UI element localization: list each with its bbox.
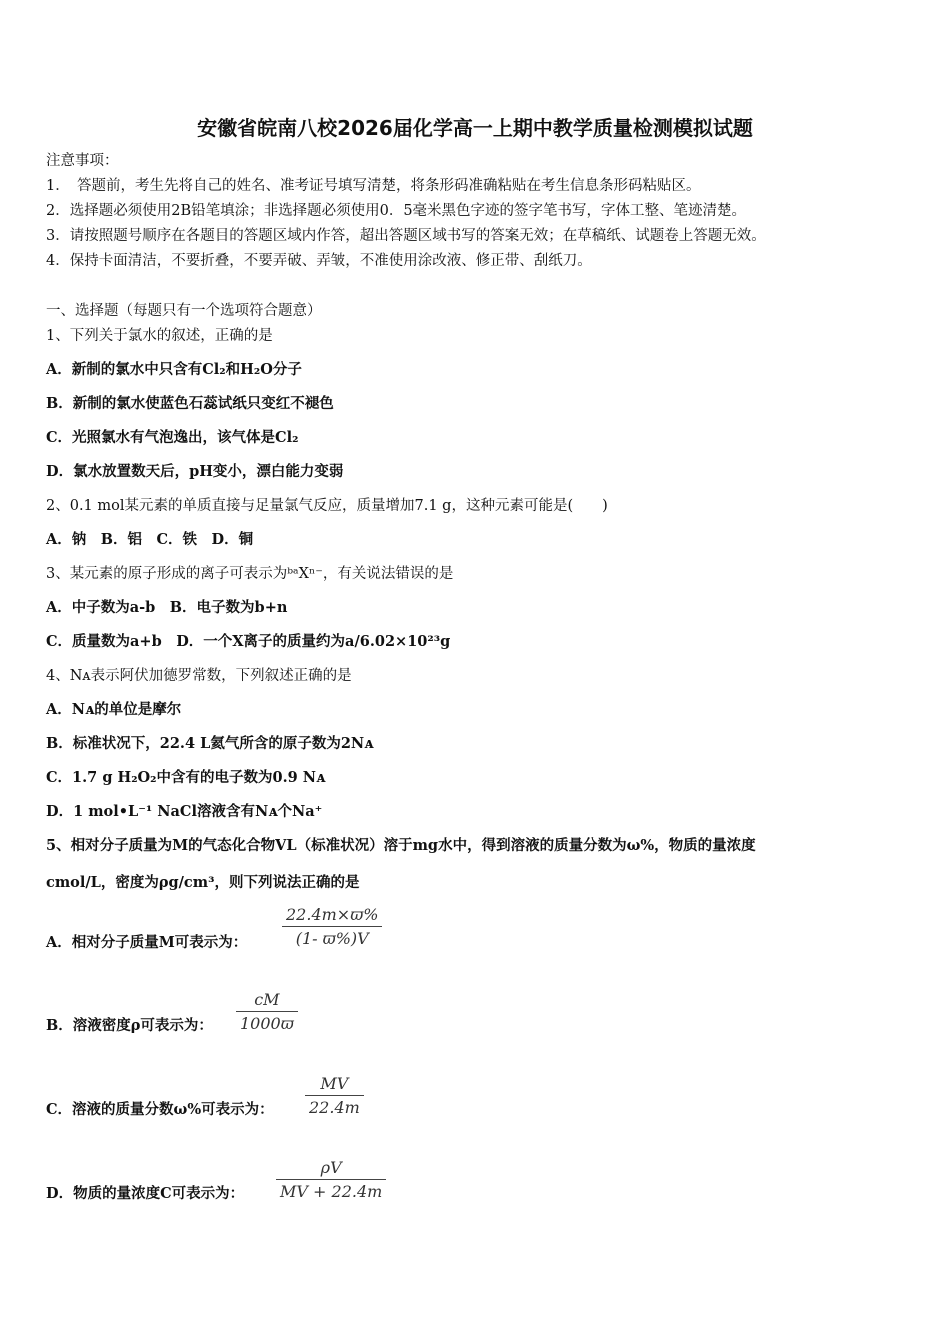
q4-option-d: D．1 mol•L⁻¹ NaCl溶液含有Nᴀ个Na⁺ — [46, 803, 323, 820]
notice-item-4: 4．保持卡面清洁，不要折叠，不要弄破、弄皱，不准使用涂改液、修正带、刮纸刀。 — [46, 253, 592, 269]
q5-option-c-label: C．溶液的质量分数ω%可表示为： — [46, 1101, 274, 1118]
q3-options-ab: A．中子数为a-b B．电子数为b+n — [46, 599, 288, 616]
q4-option-b: B．标准状况下，22.4 L氦气所含的原子数为2Nᴀ — [46, 735, 374, 752]
q1-option-d: D．氯水放置数天后，pH变小，漂白能力变弱 — [46, 463, 344, 480]
q5-option-b-formula — [236, 990, 298, 1033]
formula-denominator: 1000ϖ — [240, 1014, 294, 1033]
formula-denominator: 22.4m — [309, 1098, 360, 1117]
formula-denominator: MV + 22.4m — [280, 1182, 383, 1201]
q1-option-b: B．新制的氯水使蓝色石蕊试纸只变红不褪色 — [46, 395, 334, 412]
notice-item-2: 2．选择题必须使用2B铅笔填涂；非选择题必须使用0．5毫米黑色字迹的签字笔书写，字体工整、笔迹清楚。 — [46, 203, 747, 219]
formula-denominator: (1- ϖ%)V — [295, 929, 369, 948]
q5-option-a-formula — [282, 905, 382, 948]
q1-stem: 1、下列关于氯水的叙述，正确的是 — [46, 328, 273, 344]
q5-option-d-formula — [276, 1158, 386, 1201]
q3-stem: 3、某元素的原子形成的离子可表示为ᵇᵃXⁿ⁻，有关说法错误的是 — [46, 566, 454, 582]
page-title: 安徽省皖南八校2026届化学高一上期中教学质量检测模拟试题 — [197, 116, 753, 140]
q5-stem-line1: 5、相对分子质量为M的气态化合物VL（标准状况）溶于mg水中，得到溶液的质量分数为ω%，物质的量浓度 — [46, 837, 756, 854]
q5-option-c-formula — [305, 1074, 364, 1117]
section-heading: 一、选择题（每题只有一个选项符合题意） — [46, 303, 322, 319]
q5-option-a-label: A．相对分子质量M可表示为： — [46, 934, 248, 951]
notice-item-1: 1． 答题前，考生先将自己的姓名、准考证号填写清楚，将条形码准确粘贴在考生信息条形码粘贴区。 — [46, 178, 701, 194]
q4-option-c: C．1.7 g H₂O₂中含有的电子数为0.9 Nᴀ — [46, 769, 326, 786]
formula-numerator: MV — [320, 1074, 349, 1093]
q1-option-a: A．新制的氯水中只含有Cl₂和H₂O分子 — [46, 361, 302, 378]
q1-option-c: C．光照氯水有气泡逸出，该气体是Cl₂ — [46, 429, 299, 446]
formula-numerator: 22.4m×ϖ% — [286, 905, 379, 924]
q4-stem: 4、Nᴀ表示阿伏加德罗常数，下列叙述正确的是 — [46, 668, 352, 684]
formula-numerator: ρV — [320, 1158, 342, 1177]
q3-options-cd: C．质量数为a+b D．一个X离子的质量约为a/6.02×10²³g — [46, 633, 451, 650]
q2-stem: 2、0.1 mol某元素的单质直接与足量氯气反应，质量增加7.1 g，这种元素可能是( ) — [46, 498, 608, 514]
notice-heading: 注意事项： — [46, 153, 119, 169]
q2-options: A．钠 B．铝 C．铁 D．铜 — [46, 531, 254, 548]
q5-option-b-label: B．溶液密度ρ可表示为： — [46, 1017, 213, 1034]
q4-option-a: A．Nᴀ的单位是摩尔 — [46, 701, 182, 718]
q5-stem-line2: cmol/L，密度为ρg/cm³，则下列说法正确的是 — [46, 874, 360, 891]
q5-option-d-label: D．物质的量浓度C可表示为： — [46, 1185, 245, 1202]
notice-item-3: 3．请按照题号顺序在各题目的答题区域内作答，超出答题区域书写的答案无效；在草稿纸、试题卷上答题无效。 — [46, 228, 766, 244]
formula-numerator: cM — [254, 990, 280, 1009]
